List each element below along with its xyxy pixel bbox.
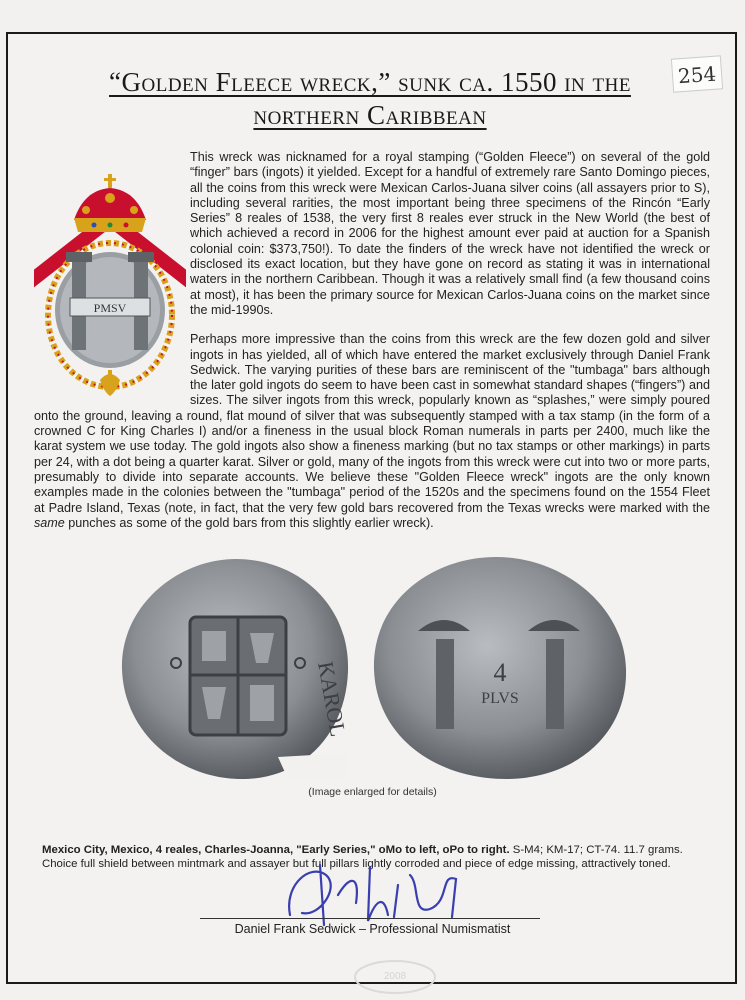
watermark-seal xyxy=(340,955,450,995)
coin-photo xyxy=(118,553,636,785)
crest-image xyxy=(34,170,186,402)
watermark-year: 2008 xyxy=(383,971,407,982)
paragraph-1: PMSV This wreck was nicknamed for a royal stamping (“Golden Fleece”) on several of the gold “finger” bars (ingots) it yielded. Except for a handful of extremely rare Santo Domingo pieces, all the coins from this wreck were Mexican Carlos-Juana silver coins (all assayers prior to S), including several rarities, the most important being three specimens of the Rincón “Early Series” 8 reales of 1538, the very first 8 reales ever struck in the New World (the best of which achieved a record in 2006 for the highest amount ever paid at auction for a Spanish colonial coin: $373,750!). To date the finders of the wreck have not identified the wreck or disclosed its exact location, but they have gone on record as stating it was in international waters in the northern Caribbean. Though it was a relatively small find (a few thousand coins at most), it has been the primary source for Mexican Carlos-Juana coins on the market since the mid-1990s. xyxy=(34,150,710,318)
body-text xyxy=(34,150,710,545)
coin-legend-right: PLVS xyxy=(481,690,519,707)
title-line-1: “Golden Fleece wreck,” sunk ca. 1550 in the xyxy=(109,67,631,97)
coin-obverse xyxy=(122,559,351,779)
lot-details: S-M4; KM-17; CT-74. 11.7 grams. Choice full shield between mintmark and assayer but full pillars lightly corroded and piece of edge missing, attractively toned. xyxy=(42,844,683,871)
paragraph-2: Perhaps more impressive than the coins from this wreck are the few dozen gold and silver ingots in has yielded, all of which have entered the market exclusively through Daniel Frank Sedwick. The varying purities of these bars are reminiscent of the "tumbaga" bars although the later gold ingots do seem to have been cast in somewhat standard shapes (“fingers”) and sizes. The silver ingots from this wreck, popularly known as “splashes,” were simply poured onto the ground, leaving a round, flat mound of silver that was subsequently stamped with a tax stamp (in the form of a crowned C for King Charles I) and/or a fineness in the usual block Roman numerals in parts per 2400, much like the karat system we use today. The gold ingots also show a fineness marking (but no tax stamps or other markings) in parts per 24, with a dot being a quarter karat. Silver or gold, many of the ingots from this wreck were cut into two or more parts, presumably to divide into separate accounts. We believe these "Golden Fleece wreck" ingots are the only known examples made in the colonies between the "tumbaga" period of the 1520s and the specimens found on the 1554 Fleet at Padre Island, Texas (note, in fact, that the very few gold bars recovered from the Texas wrecks were marked with the same punches as some of the gold bars from this slightly earlier wreck). xyxy=(34,332,710,530)
coin-legend-left: KAROL xyxy=(313,659,351,739)
coin-reverse xyxy=(374,557,626,779)
inventory-sticker: 254 xyxy=(671,55,723,92)
emphasis-same: same xyxy=(34,515,65,530)
signature-name: Daniel Frank Sedwick – Professional Numismatist xyxy=(234,922,511,936)
crest-legend: PMSV xyxy=(93,301,127,315)
golden-fleece-icon xyxy=(100,370,120,396)
signature-line xyxy=(200,918,540,919)
crown-icon xyxy=(74,174,146,232)
svg-text:4: 4 xyxy=(493,658,507,687)
page-title xyxy=(40,66,700,132)
image-caption: (Image enlarged for details) xyxy=(308,786,437,798)
lot-title: Mexico City, Mexico, 4 reales, Charles-Joanna, "Early Series," oMo to left, oPo to right. xyxy=(42,844,510,856)
title-line-2: northern Caribbean xyxy=(253,100,487,130)
